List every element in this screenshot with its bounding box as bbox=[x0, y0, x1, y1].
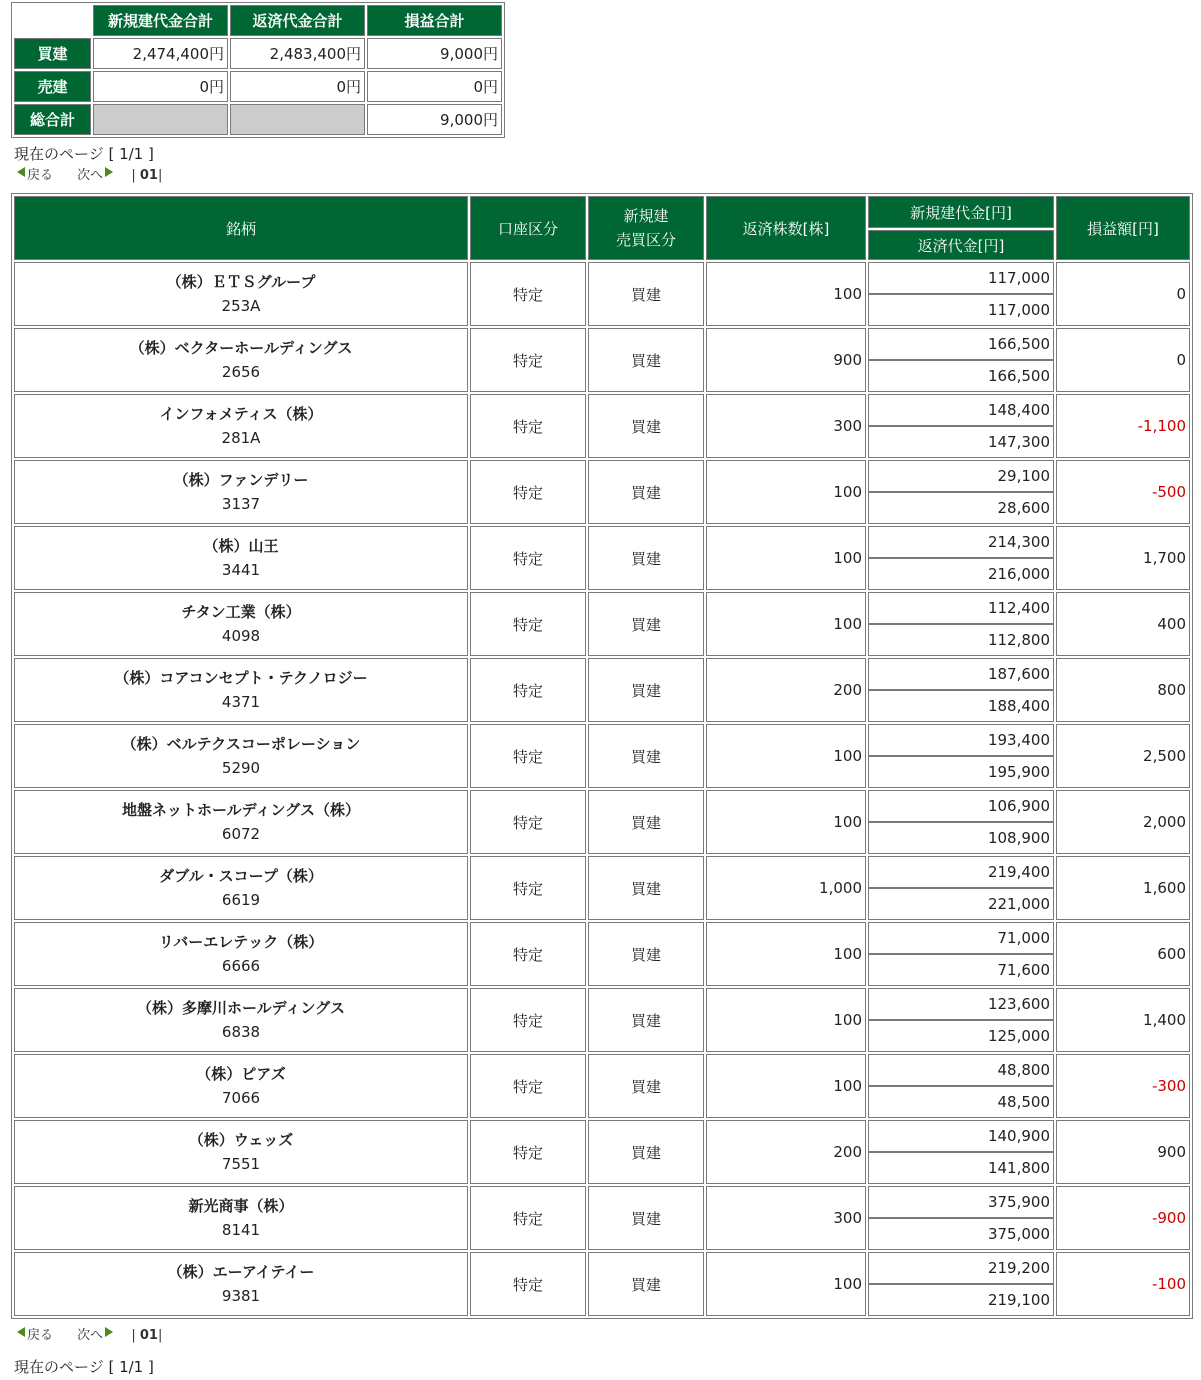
close-amount: 125,000 bbox=[987, 1027, 1050, 1045]
open-amount: 187,600 bbox=[869, 659, 1053, 691]
amount-cell bbox=[868, 328, 1054, 392]
close-amount: 219,100 bbox=[987, 1291, 1050, 1309]
header-shares: 返済株数[株] bbox=[706, 196, 866, 260]
stock-code: 5290 bbox=[221, 759, 261, 777]
page-indicator-top: 現在のページ [ 1/1 ] bbox=[14, 145, 154, 163]
open-amount: 71,000 bbox=[869, 923, 1053, 955]
shares: 100 bbox=[706, 988, 866, 1052]
summary-total-empty-2 bbox=[230, 104, 365, 135]
stock-name: 新光商事（株） bbox=[188, 1197, 294, 1215]
table-row bbox=[14, 328, 1190, 392]
table-row bbox=[14, 1186, 1190, 1250]
account-type: 特定 bbox=[470, 988, 586, 1052]
stock-name: （株）ファンデリー bbox=[173, 471, 309, 489]
summary-sell-open-total: 0円 bbox=[93, 71, 228, 102]
close-amount: 195,900 bbox=[987, 763, 1050, 781]
stock-code: 6666 bbox=[221, 957, 261, 975]
summary-buy-close-total: 2,483,400円 bbox=[230, 38, 365, 69]
next-link-top[interactable]: 次へ bbox=[75, 168, 113, 183]
trade-type: 買建 bbox=[588, 526, 704, 590]
stock-cell bbox=[14, 856, 468, 920]
stock-code: 6619 bbox=[221, 891, 261, 909]
back-link-top[interactable]: 戻る bbox=[17, 168, 55, 183]
trade-type: 買建 bbox=[588, 592, 704, 656]
stock-name: （株）多摩川ホールディングス bbox=[136, 999, 346, 1017]
summary-header-pnl-total: 損益合計 bbox=[367, 5, 502, 36]
open-amount: 140,900 bbox=[869, 1121, 1053, 1153]
triangle-right-icon bbox=[105, 167, 113, 177]
account-type: 特定 bbox=[470, 526, 586, 590]
summary-table bbox=[11, 2, 505, 138]
open-amount: 166,500 bbox=[869, 329, 1053, 361]
trade-type: 買建 bbox=[588, 1054, 704, 1118]
stock-name: （株）ＥＴＳグループ bbox=[166, 273, 316, 291]
account-type: 特定 bbox=[470, 262, 586, 326]
stock-name: （株）ピアズ bbox=[196, 1065, 286, 1083]
open-amount: 219,400 bbox=[869, 857, 1053, 889]
shares: 300 bbox=[706, 394, 866, 458]
account-type: 特定 bbox=[470, 922, 586, 986]
table-row bbox=[14, 856, 1190, 920]
summary-header-open-total: 新規建代金合計 bbox=[93, 5, 228, 36]
pnl-amount: 2,000 bbox=[1056, 790, 1190, 854]
shares: 200 bbox=[706, 1120, 866, 1184]
account-type: 特定 bbox=[470, 658, 586, 722]
triangle-left-icon bbox=[17, 167, 25, 177]
shares: 100 bbox=[706, 922, 866, 986]
shares: 100 bbox=[706, 1252, 866, 1316]
shares: 100 bbox=[706, 1054, 866, 1118]
open-amount: 148,400 bbox=[869, 395, 1053, 427]
shares: 100 bbox=[706, 262, 866, 326]
summary-corner bbox=[14, 5, 91, 36]
amount-cell bbox=[868, 922, 1054, 986]
open-amount: 117,000 bbox=[869, 263, 1053, 295]
stock-code: 2656 bbox=[221, 363, 261, 381]
triangle-right-icon bbox=[105, 1327, 113, 1337]
stock-code: 9381 bbox=[221, 1287, 261, 1305]
stock-name: （株）ベルテクスコーポレーション bbox=[121, 735, 361, 753]
trade-type: 買建 bbox=[588, 460, 704, 524]
close-amount: 216,000 bbox=[987, 565, 1050, 583]
pager-separator: | bbox=[157, 1328, 163, 1343]
open-amount: 123,600 bbox=[869, 989, 1053, 1021]
account-type: 特定 bbox=[470, 1252, 586, 1316]
shares: 200 bbox=[706, 658, 866, 722]
pnl-amount: 400 bbox=[1056, 592, 1190, 656]
amount-cell bbox=[868, 592, 1054, 656]
account-type: 特定 bbox=[470, 856, 586, 920]
amount-cell bbox=[868, 856, 1054, 920]
stock-cell bbox=[14, 328, 468, 392]
open-amount: 29,100 bbox=[869, 461, 1053, 493]
pnl-amount: 800 bbox=[1056, 658, 1190, 722]
back-link-bottom[interactable]: 戻る bbox=[17, 1328, 55, 1343]
summary-row-label-sell: 売建 bbox=[14, 71, 91, 102]
amount-cell bbox=[868, 526, 1054, 590]
amount-cell bbox=[868, 1120, 1054, 1184]
stock-name: 地盤ネットホールディングス（株） bbox=[121, 801, 361, 819]
account-type: 特定 bbox=[470, 1120, 586, 1184]
stock-cell bbox=[14, 394, 468, 458]
trade-type: 買建 bbox=[588, 262, 704, 326]
table-row bbox=[14, 1120, 1190, 1184]
pager-bottom bbox=[17, 1326, 162, 1346]
close-amount: 147,300 bbox=[987, 433, 1050, 451]
stock-code: 4098 bbox=[221, 627, 261, 645]
pnl-amount: 2,500 bbox=[1056, 724, 1190, 788]
table-row bbox=[14, 394, 1190, 458]
stock-cell bbox=[14, 658, 468, 722]
stock-code: 281A bbox=[221, 429, 261, 447]
close-amount: 188,400 bbox=[987, 697, 1050, 715]
open-amount: 112,400 bbox=[869, 593, 1053, 625]
pager-separator: | bbox=[131, 1328, 136, 1343]
table-row bbox=[14, 922, 1190, 986]
trade-type: 買建 bbox=[588, 658, 704, 722]
table-row bbox=[14, 790, 1190, 854]
open-amount: 214,300 bbox=[869, 527, 1053, 559]
stock-code: 8141 bbox=[221, 1221, 261, 1239]
pnl-amount: -500 bbox=[1056, 460, 1190, 524]
stock-code: 3137 bbox=[221, 495, 261, 513]
stock-code: 3441 bbox=[221, 561, 261, 579]
shares: 100 bbox=[706, 790, 866, 854]
stock-name: （株）ベクターホールディングス bbox=[129, 339, 353, 357]
trade-type: 買建 bbox=[588, 988, 704, 1052]
table-row bbox=[14, 526, 1190, 590]
account-type: 特定 bbox=[470, 790, 586, 854]
close-amount: 71,600 bbox=[997, 961, 1050, 979]
page-indicator-bottom: 現在のページ [ 1/1 ] bbox=[14, 1358, 154, 1376]
close-amount: 117,000 bbox=[987, 301, 1050, 319]
account-type: 特定 bbox=[470, 1186, 586, 1250]
stock-cell bbox=[14, 922, 468, 986]
table-row bbox=[14, 1252, 1190, 1316]
page-link-01-bottom[interactable]: 01 bbox=[139, 1328, 158, 1343]
amount-cell bbox=[868, 1186, 1054, 1250]
amount-cell bbox=[868, 658, 1054, 722]
amount-cell bbox=[868, 724, 1054, 788]
pager-separator: | bbox=[157, 168, 163, 183]
stock-cell bbox=[14, 592, 468, 656]
triangle-left-icon bbox=[17, 1327, 25, 1337]
summary-sell-close-total: 0円 bbox=[230, 71, 365, 102]
stock-cell bbox=[14, 790, 468, 854]
table-row bbox=[14, 1054, 1190, 1118]
close-amount: 141,800 bbox=[987, 1159, 1050, 1177]
stock-name: （株）山王 bbox=[203, 537, 279, 555]
stock-cell bbox=[14, 1186, 468, 1250]
open-amount: 106,900 bbox=[869, 791, 1053, 823]
stock-name: （株）ウェッズ bbox=[188, 1131, 294, 1149]
account-type: 特定 bbox=[470, 460, 586, 524]
account-type: 特定 bbox=[470, 592, 586, 656]
account-type: 特定 bbox=[470, 724, 586, 788]
stock-cell bbox=[14, 988, 468, 1052]
stock-cell bbox=[14, 262, 468, 326]
open-amount: 48,800 bbox=[869, 1055, 1053, 1087]
stock-code: 7551 bbox=[221, 1155, 261, 1173]
pnl-amount: 1,600 bbox=[1056, 856, 1190, 920]
pnl-amount: 900 bbox=[1056, 1120, 1190, 1184]
account-type: 特定 bbox=[470, 394, 586, 458]
close-amount: 48,500 bbox=[997, 1093, 1050, 1111]
pnl-amount: 0 bbox=[1056, 262, 1190, 326]
amount-cell bbox=[868, 1054, 1054, 1118]
next-link-bottom[interactable]: 次へ bbox=[75, 1328, 113, 1343]
pnl-amount: 1,400 bbox=[1056, 988, 1190, 1052]
amount-cell bbox=[868, 988, 1054, 1052]
close-amount: 108,900 bbox=[987, 829, 1050, 847]
stock-name: （株）エーアイテイー bbox=[167, 1263, 315, 1281]
amount-cell bbox=[868, 394, 1054, 458]
table-row bbox=[14, 658, 1190, 722]
pnl-amount: 1,700 bbox=[1056, 526, 1190, 590]
header-open-amount: 新規建代金[円] bbox=[868, 196, 1054, 228]
amount-cell bbox=[868, 1252, 1054, 1316]
table-row bbox=[14, 262, 1190, 326]
header-pnl: 損益額[円] bbox=[1056, 196, 1190, 260]
header-stock: 銘柄 bbox=[14, 196, 468, 260]
close-amount: 28,600 bbox=[997, 499, 1050, 517]
stock-name: （株）コアコンセプト・テクノロジー bbox=[114, 669, 368, 687]
summary-buy-open-total: 2,474,400円 bbox=[93, 38, 228, 69]
header-trade-type: 新規建 売買区分 bbox=[588, 196, 704, 260]
trade-type: 買建 bbox=[588, 328, 704, 392]
stock-code: 253A bbox=[221, 297, 261, 315]
shares: 300 bbox=[706, 1186, 866, 1250]
close-amount: 375,000 bbox=[987, 1225, 1050, 1243]
trade-type: 買建 bbox=[588, 922, 704, 986]
pnl-amount: -100 bbox=[1056, 1252, 1190, 1316]
pnl-amount: -900 bbox=[1056, 1186, 1190, 1250]
summary-row-label-total: 総合計 bbox=[14, 104, 91, 135]
summary-grand-total: 9,000円 bbox=[367, 104, 502, 135]
stock-cell bbox=[14, 1252, 468, 1316]
pnl-amount: -1,100 bbox=[1056, 394, 1190, 458]
shares: 900 bbox=[706, 328, 866, 392]
amount-cell bbox=[868, 262, 1054, 326]
summary-total-empty-1 bbox=[93, 104, 228, 135]
pnl-amount: 0 bbox=[1056, 328, 1190, 392]
shares: 100 bbox=[706, 526, 866, 590]
pnl-amount: 600 bbox=[1056, 922, 1190, 986]
close-amount: 112,800 bbox=[987, 631, 1050, 649]
amount-cell bbox=[868, 460, 1054, 524]
stock-cell bbox=[14, 1054, 468, 1118]
shares: 100 bbox=[706, 460, 866, 524]
shares: 1,000 bbox=[706, 856, 866, 920]
stock-code: 7066 bbox=[221, 1089, 261, 1107]
stock-cell bbox=[14, 1120, 468, 1184]
open-amount: 193,400 bbox=[869, 725, 1053, 757]
stock-code: 6072 bbox=[221, 825, 261, 843]
shares: 100 bbox=[706, 724, 866, 788]
trade-type: 買建 bbox=[588, 724, 704, 788]
header-account: 口座区分 bbox=[470, 196, 586, 260]
trade-type: 買建 bbox=[588, 1252, 704, 1316]
trade-type: 買建 bbox=[588, 790, 704, 854]
account-type: 特定 bbox=[470, 328, 586, 392]
stock-name: チタン工業（株） bbox=[181, 603, 301, 621]
summary-sell-pnl-total: 0円 bbox=[367, 71, 502, 102]
table-row bbox=[14, 592, 1190, 656]
close-amount: 166,500 bbox=[987, 367, 1050, 385]
stock-code: 4371 bbox=[221, 693, 261, 711]
positions-table bbox=[11, 193, 1193, 1319]
stock-cell bbox=[14, 724, 468, 788]
header-close-amount: 返済代金[円] bbox=[868, 230, 1054, 260]
pnl-amount: -300 bbox=[1056, 1054, 1190, 1118]
pager-separator: | bbox=[131, 168, 136, 183]
trade-type: 買建 bbox=[588, 856, 704, 920]
close-amount: 221,000 bbox=[987, 895, 1050, 913]
stock-cell bbox=[14, 460, 468, 524]
table-row bbox=[14, 460, 1190, 524]
summary-buy-pnl-total: 9,000円 bbox=[367, 38, 502, 69]
amount-cell bbox=[868, 790, 1054, 854]
pager-top bbox=[17, 166, 162, 186]
stock-name: インフォメティス（株） bbox=[159, 405, 323, 423]
trade-type: 買建 bbox=[588, 394, 704, 458]
table-row bbox=[14, 988, 1190, 1052]
stock-name: ダブル・スコープ（株） bbox=[159, 867, 323, 885]
summary-row-label-buy: 買建 bbox=[14, 38, 91, 69]
shares: 100 bbox=[706, 592, 866, 656]
stock-name: リバーエレテック（株） bbox=[158, 933, 324, 951]
open-amount: 375,900 bbox=[869, 1187, 1053, 1219]
table-row bbox=[14, 724, 1190, 788]
open-amount: 219,200 bbox=[869, 1253, 1053, 1285]
summary-header-close-total: 返済代金合計 bbox=[230, 5, 365, 36]
account-type: 特定 bbox=[470, 1054, 586, 1118]
stock-cell bbox=[14, 526, 468, 590]
trade-type: 買建 bbox=[588, 1186, 704, 1250]
trade-type: 買建 bbox=[588, 1120, 704, 1184]
page-link-01-top[interactable]: 01 bbox=[139, 168, 158, 183]
stock-code: 6838 bbox=[221, 1023, 261, 1041]
